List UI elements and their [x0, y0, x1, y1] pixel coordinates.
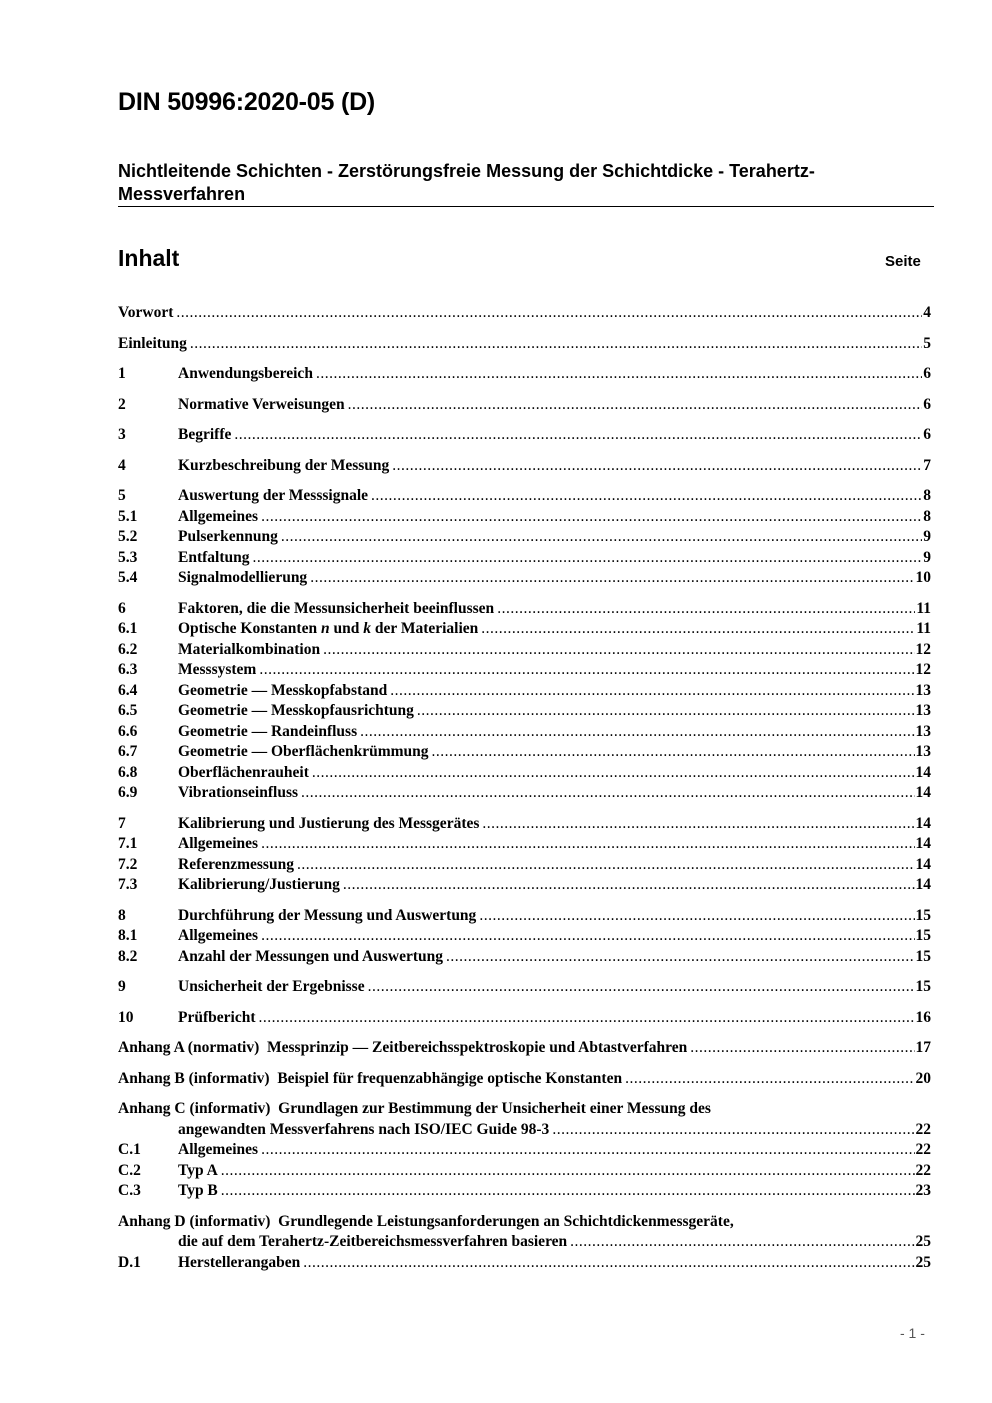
toc-entry-6-7[interactable]: [118, 742, 931, 763]
toc-entry-title: Anwendungsbereich: [178, 365, 313, 382]
title-rule: [118, 206, 934, 207]
dot-leader: [368, 977, 915, 998]
toc-entry-title: Herstellerangaben: [178, 1253, 301, 1271]
dot-leader: [258, 1008, 914, 1029]
toc-entry-title: Normative Verweisungen: [178, 395, 345, 413]
toc-entry-title: Unsicherheit der Ergebnisse: [178, 978, 365, 995]
toc-entry-title: Geometrie — Oberflächenkrümmung: [178, 743, 429, 760]
dot-leader: [323, 640, 914, 661]
toc-entry-8[interactable]: [118, 906, 931, 927]
toc-entry-title: Typ A: [178, 1161, 218, 1179]
dot-leader: [312, 763, 915, 784]
toc-entry-page: 11: [916, 620, 931, 637]
toc-entry-page: 5: [923, 334, 931, 352]
toc-entry-anhang-a[interactable]: [118, 1038, 931, 1059]
toc-entry-title-line: Anhang C (informativ) Grundlagen zur Bestimmung der Unsicherheit einer Messung des: [118, 1100, 711, 1117]
toc-entry-title: Kalibrierung/Justierung: [178, 876, 340, 893]
toc-entry-8-2[interactable]: [118, 947, 931, 968]
page-number: - 1 -: [900, 1325, 925, 1341]
toc-entry-title: Kurzbeschreibung der Messung: [178, 456, 390, 474]
toc-entry-page: 23: [915, 1182, 931, 1199]
toc-entry-number: 5.3: [118, 548, 138, 566]
toc-entry-page: 17: [915, 1039, 931, 1056]
toc-entry-title: Messsystem: [178, 661, 257, 678]
dot-leader: [176, 303, 922, 324]
toc-entry-4[interactable]: [118, 456, 931, 477]
toc-entry-number: C.2: [118, 1161, 141, 1179]
toc-entry-page: 15: [915, 906, 931, 924]
dot-leader: [301, 783, 914, 804]
toc-entry-number: 3: [118, 426, 126, 443]
toc-entry-number: 7.3: [118, 876, 138, 893]
toc-entry-6-5[interactable]: [118, 701, 931, 722]
toc-entry-7-1[interactable]: [118, 834, 931, 855]
dot-leader: [552, 1120, 914, 1141]
toc-entry-einleitung[interactable]: [118, 334, 931, 355]
toc-entry-page: 13: [915, 681, 931, 699]
toc-entry-6-1[interactable]: [118, 619, 931, 640]
toc-entry-number: 5: [118, 487, 126, 504]
dot-leader: [446, 947, 915, 968]
dot-leader: [259, 660, 914, 681]
toc-entry-c-2[interactable]: [118, 1161, 931, 1182]
toc-entry-number: C.3: [118, 1182, 141, 1199]
toc-entry-page: 8: [923, 487, 931, 504]
toc-entry-9[interactable]: [118, 977, 931, 998]
toc-entry-anhang-b[interactable]: [118, 1069, 931, 1090]
toc-entry-3[interactable]: [118, 425, 931, 446]
toc-entry-anhang-c[interactable]: [118, 1099, 931, 1140]
toc-entry-c-3[interactable]: [118, 1181, 931, 1202]
toc-entry-page: 16: [915, 1008, 931, 1026]
toc-entry-title: Geometrie — Messkopfausrichtung: [178, 702, 414, 719]
toc-entry-title: Vibrationseinfluss: [178, 784, 299, 801]
toc-entry-title: Referenzmessung: [178, 855, 294, 873]
toc-entry-number: C.1: [118, 1141, 141, 1158]
toc-entry-7[interactable]: [118, 814, 931, 835]
toc-entry-5-1[interactable]: [118, 507, 931, 528]
toc-entry-page: 11: [916, 599, 931, 617]
toc-entry-page: 9: [923, 548, 931, 566]
dot-leader: [281, 527, 922, 548]
toc-entry-page: 14: [915, 876, 931, 893]
toc-entry-number: 8.2: [118, 947, 138, 965]
toc-entry-7-3[interactable]: [118, 875, 931, 896]
toc-entry-title: Durchführung der Messung und Auswertung: [178, 906, 477, 924]
toc-entry-title: Vorwort: [118, 304, 174, 321]
toc-entry-page: 12: [915, 661, 931, 678]
toc-entry-number: 6.3: [118, 661, 138, 678]
toc-entry-5-3[interactable]: [118, 548, 931, 569]
toc-entry-number: 5.2: [118, 528, 138, 545]
dot-leader: [497, 599, 915, 620]
toc-entry-number: 7: [118, 814, 126, 832]
toc-entry-page: 4: [923, 304, 931, 321]
toc-entry-8-1[interactable]: [118, 926, 931, 947]
toc-entry-continuation: [118, 1120, 931, 1141]
toc-entry-number: 6.9: [118, 784, 138, 801]
toc-entry-5[interactable]: [118, 486, 931, 507]
toc-entry-page: 25: [915, 1233, 931, 1250]
dot-leader: [303, 1253, 914, 1274]
table-of-contents: [118, 303, 931, 1273]
toc-entry-title: Optische Konstanten n und k der Materialien: [178, 620, 479, 637]
toc-entry-6-8[interactable]: [118, 763, 931, 784]
toc-entry-title: Faktoren, die die Messunsicherheit beeinflussen: [178, 599, 495, 617]
dot-leader: [221, 1181, 915, 1202]
toc-entry-number: 8: [118, 906, 126, 924]
dot-leader: [261, 926, 914, 947]
dot-leader: [343, 875, 915, 896]
toc-entry-page: 22: [915, 1141, 931, 1158]
toc-entry-page: 10: [915, 569, 931, 586]
toc-heading: Inhalt: [118, 245, 180, 271]
toc-entry-number: 6.5: [118, 702, 138, 719]
toc-entry-page: 7: [923, 456, 931, 474]
toc-entry-page: 25: [915, 1253, 931, 1271]
toc-entry-page: 14: [915, 855, 931, 873]
toc-entry-number: 8.1: [118, 927, 138, 944]
toc-entry-number: 7.1: [118, 835, 138, 852]
toc-entry-title: Oberflächenrauheit: [178, 763, 309, 781]
toc-entry-page: 13: [915, 722, 931, 740]
toc-entry-title-line: angewandten Messverfahrens nach ISO/IEC Guide 98-3: [178, 1120, 550, 1138]
toc-entry-number: 6.6: [118, 722, 138, 740]
dot-leader: [190, 334, 922, 355]
dot-leader: [690, 1038, 914, 1059]
toc-entry-page: 22: [915, 1161, 931, 1179]
toc-entry-page: 15: [915, 978, 931, 995]
toc-entry-page: 13: [915, 702, 931, 719]
toc-entry-title: Typ B: [178, 1182, 218, 1199]
document-id: DIN 50996:2020-05 (D): [118, 88, 376, 116]
toc-entry-number: 10: [118, 1008, 134, 1026]
toc-entry-c-1[interactable]: [118, 1140, 931, 1161]
toc-entry-number: 6.2: [118, 640, 138, 658]
toc-entry-page: 14: [915, 784, 931, 801]
dot-leader: [392, 456, 922, 477]
toc-entry-title: Allgemeines: [178, 1141, 259, 1158]
toc-entry-title: Allgemeines: [178, 507, 259, 525]
dot-leader: [390, 681, 914, 702]
toc-entry-title: Allgemeines: [178, 835, 259, 852]
dot-leader: [261, 834, 914, 855]
toc-entry-number: 6.1: [118, 620, 138, 637]
dot-leader: [297, 855, 915, 876]
toc-entry-title-line: die auf dem Terahertz-Zeitbereichsmessverfahren basieren: [178, 1233, 568, 1250]
toc-entry-number: 2: [118, 395, 126, 413]
toc-entry-page: 20: [915, 1069, 931, 1087]
toc-entry-6-2[interactable]: [118, 640, 931, 661]
toc-entry-title: Einleitung: [118, 334, 187, 352]
dot-leader: [221, 1161, 915, 1182]
toc-entry-page: 6: [923, 365, 931, 382]
dot-leader: [482, 814, 914, 835]
toc-entry-1[interactable]: [118, 364, 931, 385]
toc-entry-2[interactable]: [118, 395, 931, 416]
toc-entry-page: 14: [915, 814, 931, 832]
page-column-label: Seite: [885, 253, 921, 270]
toc-entry-title: Materialkombination: [178, 640, 321, 658]
toc-entry-page: 12: [915, 640, 931, 658]
toc-entry-page: 6: [923, 395, 931, 413]
dot-leader: [234, 425, 922, 446]
dot-leader: [371, 486, 922, 507]
toc-entry-number: 5.1: [118, 507, 138, 525]
dot-leader: [570, 1232, 914, 1253]
dot-leader: [316, 364, 922, 385]
dot-leader: [253, 548, 923, 569]
toc-entry-number: 4: [118, 456, 126, 474]
toc-entry-title: Geometrie — Randeinfluss: [178, 722, 358, 740]
toc-entry-page: 14: [915, 763, 931, 781]
toc-entry-number: 6.4: [118, 681, 138, 699]
toc-entry-6-4[interactable]: [118, 681, 931, 702]
toc-entry-number: 5.4: [118, 569, 138, 586]
toc-entry-title: Allgemeines: [178, 927, 259, 944]
toc-entry-page: 14: [915, 835, 931, 852]
dot-leader: [360, 722, 914, 743]
toc-entry-6[interactable]: [118, 599, 931, 620]
toc-entry-title-line: Anhang D (informativ) Grundlegende Leistungsanforderungen an Schichtdickenmessgeräte,: [118, 1212, 734, 1230]
toc-entry-title: Entfaltung: [178, 548, 250, 566]
toc-entry-number: 7.2: [118, 855, 138, 873]
toc-entry-title: Anzahl der Messungen und Auswertung: [178, 947, 443, 965]
toc-entry-page: 22: [915, 1120, 931, 1138]
dot-leader: [625, 1069, 914, 1090]
toc-entry-number: 9: [118, 978, 126, 995]
toc-entry-number: 6.7: [118, 743, 138, 760]
toc-entry-number: 6: [118, 599, 126, 617]
toc-entry-title: Prüfbericht: [178, 1008, 256, 1026]
dot-leader: [481, 619, 915, 640]
dot-leader: [432, 742, 915, 763]
toc-entry-anhang-d[interactable]: [118, 1212, 931, 1253]
toc-entry-page: 9: [923, 528, 931, 545]
toc-entry-5-2[interactable]: [118, 527, 931, 548]
toc-entry-page: 15: [915, 947, 931, 965]
toc-entry-title: Anhang A (normativ) Messprinzip — Zeitbereichsspektroskopie und Abtastverfahren: [118, 1039, 688, 1056]
toc-entry-vorwort[interactable]: [118, 303, 931, 324]
dot-leader: [261, 507, 922, 528]
toc-entry-page: 6: [923, 426, 931, 443]
toc-entry-6-3[interactable]: [118, 660, 931, 681]
toc-entry-number: 1: [118, 365, 126, 382]
toc-entry-title: Kalibrierung und Justierung des Messgerätes: [178, 814, 480, 832]
toc-entry-number: 6.8: [118, 763, 138, 781]
toc-entry-continuation: [118, 1232, 931, 1253]
toc-entry-title: Signalmodellierung: [178, 569, 308, 586]
dot-leader: [310, 568, 914, 589]
toc-entry-title: Geometrie — Messkopfabstand: [178, 681, 388, 699]
toc-entry-6-6[interactable]: [118, 722, 931, 743]
toc-entry-page: 15: [915, 927, 931, 944]
dot-leader: [348, 395, 923, 416]
toc-entry-title: Begriffe: [178, 426, 232, 443]
toc-entry-5-4[interactable]: [118, 568, 931, 589]
toc-entry-10[interactable]: [118, 1008, 931, 1029]
dot-leader: [261, 1140, 914, 1161]
toc-entry-number: D.1: [118, 1253, 141, 1271]
document-title: Nichtleitende Schichten - Zerstörungsfreie Messung der Schichtdicke - Terahertz-Messverfahren: [118, 161, 815, 204]
toc-entry-page: 8: [923, 507, 931, 525]
toc-entry-d-1[interactable]: [118, 1253, 931, 1274]
toc-entry-title: Auswertung der Messsignale: [178, 487, 369, 504]
dot-leader: [479, 906, 914, 927]
toc-entry-page: 13: [915, 743, 931, 760]
toc-entry-7-2[interactable]: [118, 855, 931, 876]
toc-entry-title: Pulserkennung: [178, 528, 278, 545]
toc-entry-6-9[interactable]: [118, 783, 931, 804]
dot-leader: [417, 701, 915, 722]
toc-entry-title: Anhang B (informativ) Beispiel für frequenzabhängige optische Konstanten: [118, 1069, 623, 1087]
